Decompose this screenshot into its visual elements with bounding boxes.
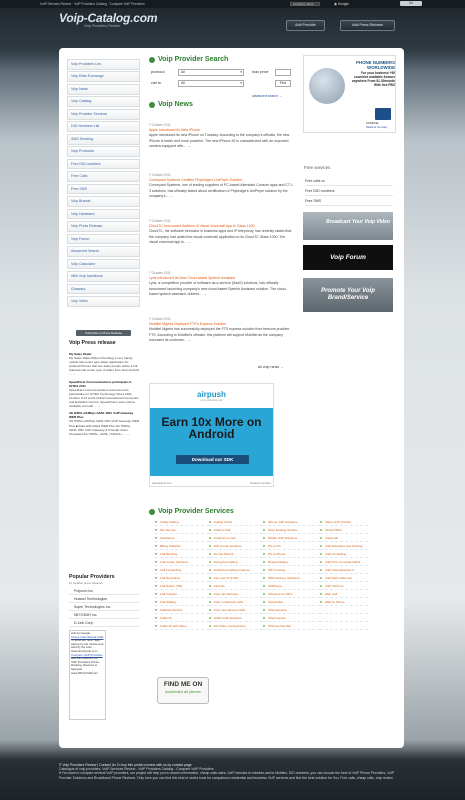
popular-heading: Popular Providers bbox=[69, 574, 115, 580]
news-item: 7 October 2011 CloudTC Announced Addition of Visual Voicemail App to Glass 1000 CloudTC, the software innovator in business apps and IP telephony, has recently stated that the company had added the visual voicemail application to its CloudTC Glass 1000. The visual voicemail app is... → bbox=[149, 219, 295, 245]
ad-powered-by[interactable]: Reklama na Cafey bbox=[250, 482, 271, 485]
service-link[interactable]: Voicemail bbox=[320, 534, 368, 542]
ad-text: To send per hour. Skip paying by the minute and start by the hour ... bbox=[71, 638, 104, 650]
footer-copyright: © Voip Providers Review | Contact Us To buy this portal connect with us by contact page bbox=[59, 763, 192, 767]
protocol-select[interactable]: All ▾ bbox=[178, 69, 244, 76]
sidebar-item-free-sms[interactable]: Free SMS bbox=[67, 184, 140, 195]
service-link[interactable]: Call Center Solutions bbox=[155, 558, 209, 566]
news-link[interactable]: Apple Introduced Its New iPhone bbox=[149, 128, 200, 133]
services-grid bbox=[155, 518, 368, 630]
sidebar-item-providers-list[interactable]: Voip Providers List bbox=[67, 59, 140, 70]
service-link[interactable]: Click-to-Call bbox=[209, 526, 263, 534]
service-link[interactable]: Call Transfer bbox=[155, 590, 209, 598]
services-icon bbox=[149, 509, 155, 515]
ad-brand-area: airpush push notification ads bbox=[197, 390, 226, 402]
list-item[interactable]: Super Technologies Inc. bbox=[69, 603, 139, 611]
promote-brand-banner[interactable]: Promote Your Voip Brand/Service bbox=[303, 278, 393, 312]
ad-url[interactable]: www.WhichVoIP.com bbox=[71, 670, 98, 675]
find-me-badge[interactable]: FIND ME ON doubleclick ad planner bbox=[157, 677, 209, 704]
service-link[interactable]: Call Return (*69) bbox=[155, 582, 209, 590]
find-button[interactable]: Find bbox=[275, 80, 291, 87]
add-press-release-button[interactable]: Add Press Release bbox=[340, 20, 395, 31]
service-link[interactable]: Web To Phone bbox=[320, 598, 368, 606]
news-item: 7 October 2011 Lyris Introduced Its New Cloud-based Speech Assistant Lyris, a competitive provider of software-as-a-service (SaaS) solutions, has officially announced launching company's new cloud-based Speech Assistant solution. The cloud-based speech assistant, dubbed... → bbox=[149, 271, 295, 297]
ad-body bbox=[150, 408, 273, 476]
call-to-select[interactable]: All ▾ bbox=[178, 80, 244, 87]
news-link[interactable]: Lyris Introduced Its New Cloud-based Speech Assistant bbox=[149, 276, 236, 281]
top-breadcrumb[interactable]: VoIP Services Review · VoIP Providers Catalog · Compare VoIP Providers bbox=[40, 2, 145, 6]
sidebar-item-advanced-search[interactable]: Advanced Search bbox=[67, 246, 140, 257]
site-tagline: Voip Providers Review bbox=[84, 24, 121, 28]
top-search-input[interactable]: company name bbox=[290, 2, 320, 6]
sidebar-item-did-numbers[interactable]: DID Numbers List bbox=[67, 121, 140, 132]
service-link[interactable]: Free 411 Directory bbox=[209, 590, 263, 598]
sidebar-item-free-did[interactable]: Free DID numbers bbox=[67, 159, 140, 170]
ad-text: For your business +50 countries available Answer anywhere From $1.30/month With free PBX bbox=[351, 71, 395, 87]
service-link[interactable]: Caller ID bbox=[155, 614, 209, 622]
free-link[interactable]: Free SMS bbox=[305, 196, 393, 206]
footer bbox=[59, 763, 404, 780]
service-link[interactable]: Free In-Network Calls bbox=[209, 598, 263, 606]
news-title: Voip News bbox=[149, 101, 295, 108]
service-link[interactable]: VoIP Toll Free bbox=[320, 582, 368, 590]
service-link[interactable]: Virtual Office bbox=[320, 526, 368, 534]
ad-headline: Earn 10x More on Android bbox=[161, 415, 262, 441]
service-link[interactable]: 911 Service bbox=[155, 526, 209, 534]
service-link[interactable]: PC-to-Phone bbox=[263, 550, 320, 558]
news-link[interactable]: Conveyant Systems Certified Phybridge's UniPhyer Solution bbox=[149, 178, 243, 183]
sidebar-item-brands[interactable]: Voip Brands bbox=[67, 196, 140, 207]
service-link[interactable]: Speed Dial bbox=[263, 598, 320, 606]
sidebar-item-calculator[interactable]: Voip Calculator bbox=[67, 259, 140, 270]
advanced-search-link[interactable]: advanced search → bbox=[252, 94, 283, 98]
sidebar-item-sms-sending[interactable]: SMS Sending bbox=[67, 134, 140, 145]
all-news-link[interactable]: all voip news → bbox=[258, 365, 284, 369]
sidebar-item-news[interactable]: Voip News bbox=[67, 84, 140, 95]
site-logo[interactable]: Voip-Catalog.com bbox=[59, 11, 158, 25]
press-list bbox=[69, 352, 139, 439]
service-link[interactable]: Solutions for ISP's bbox=[263, 590, 320, 598]
service-link[interactable]: Callback Service bbox=[155, 606, 209, 614]
news-section bbox=[149, 101, 295, 342]
service-link[interactable]: Encrypted Calling bbox=[209, 558, 263, 566]
service-link bbox=[320, 614, 368, 622]
sidebar-item-forum[interactable]: Voip Forum bbox=[67, 234, 140, 245]
service-link[interactable]: VoIP International A-Z bbox=[320, 566, 368, 574]
airpush-logo: airpush bbox=[197, 390, 226, 399]
news-link[interactable]: Mobiltel Nigeria Deployed FTS's Express Solution bbox=[149, 322, 227, 327]
footer-line: Catalogue of voip providers, VoIP Services Review - VoIP Providers Catalog - Compare VoIP Providers bbox=[59, 767, 214, 772]
service-link[interactable]: HD Video Conferencing bbox=[209, 622, 263, 630]
service-link[interactable]: Calling Cards bbox=[209, 518, 263, 526]
sidebar-item-hardware[interactable]: Voip Hardware bbox=[67, 209, 140, 220]
ad-url: www.airpush.com bbox=[152, 482, 172, 485]
press-item[interactable]: SpeedFlow Communications participate in GITEX 2011 SpeedFlow Communications announced its participation in GITEX Technology Week 2011, October 9-13 at the Dubai International Convention and Exhibition Centre. SpeedFlow's team will be available at booth ... → bbox=[69, 379, 139, 409]
service-link[interactable]: Find Me bbox=[209, 582, 263, 590]
broadcast-video-banner[interactable]: Broadcast Your Voip Video bbox=[303, 212, 393, 240]
service-link[interactable]: 3-Way Calling bbox=[155, 518, 209, 526]
service-link[interactable]: Billing Software bbox=[155, 542, 209, 550]
service-link bbox=[320, 622, 368, 630]
download-sdk-button[interactable]: Download our SDK bbox=[176, 455, 249, 464]
voip-forum-banner[interactable]: Voip Forum bbox=[303, 245, 393, 270]
max-price-label: max price bbox=[252, 70, 269, 74]
popular-subheading: by creation press releases bbox=[69, 581, 103, 585]
sidebar-nav bbox=[67, 59, 140, 309]
service-link[interactable]: PC-to-PC bbox=[263, 542, 320, 550]
service-link[interactable]: Call Forwarding bbox=[155, 566, 209, 574]
service-link[interactable]: Toll-Free Number bbox=[263, 622, 320, 630]
service-link[interactable]: DID (Local numbers) bbox=[209, 542, 263, 550]
news-link[interactable]: CloudTC Announced Addition of Visual Voicemail App to Glass 1000 bbox=[149, 224, 255, 229]
service-link[interactable]: VoIP Consulting bbox=[320, 550, 368, 558]
service-link[interactable]: Do Not Disturb bbox=[209, 550, 263, 558]
press-item[interactable]: 3G HSPA+21Mbps ADSL WiFi VoIP Gateway WEB Plus 3G HSPA+21Mbps ADSL WiFi VoIP Gateway WEB Plus ■ Robust&Unified WEB Plus 3G HSPA+ ADSL WiFi VoIP Gateway & Firewall router integrated 3G HSPA+, ADSL / ADSL2+ ... → bbox=[69, 411, 140, 436]
service-link[interactable]: SoftPhone bbox=[263, 582, 320, 590]
service-link[interactable]: Caller ID with Name bbox=[155, 622, 209, 630]
service-link[interactable]: Keep Existing Number bbox=[263, 526, 320, 534]
ad-text: Get the Lowdown on VoIP Providers Prices, Ranking, Reviews & Specials bbox=[71, 656, 100, 671]
sidebar-item-glossary[interactable]: Glossary bbox=[67, 284, 140, 295]
protocol-label: protocol bbox=[151, 70, 165, 74]
airpush-ad[interactable] bbox=[149, 383, 274, 487]
service-link[interactable]: VoIP Metro Ethernet bbox=[320, 574, 368, 582]
service-link[interactable]: SMS Delivery Solutions bbox=[263, 574, 320, 582]
ad-url[interactable]: www.hourlyvoip.com bbox=[71, 648, 98, 653]
service-link[interactable]: VoIP FCC Compliant E911 bbox=[320, 558, 368, 566]
footer-line: If You want to compare several VoIP providers, our project will help you to search information, cheap calls rates, VoIP minutes to minutes and to Mobiles, DID numbers, you can choose the best of VoIP Phone Providers, VoIP Provider Solutions and Broadband Phone Reviews. Only here you can find this kind of useful tools for comparison residential and business VoIP services and find the best solution for You. Free calls, cheap calls, voip review bbox=[59, 771, 395, 780]
max-price-input[interactable] bbox=[275, 69, 291, 76]
search-title: Voip Provider Search bbox=[149, 56, 295, 63]
phone-numbers-ad[interactable] bbox=[303, 55, 396, 133]
sidebar-item-rate-exchange[interactable]: Voip Rate Exchange bbox=[67, 71, 140, 82]
free-services-list bbox=[305, 176, 393, 206]
service-link[interactable]: Iphone VoIP Solutions bbox=[263, 518, 320, 526]
service-link[interactable]: Call Waiting bbox=[155, 598, 209, 606]
service-link[interactable]: Conference Call bbox=[209, 534, 263, 542]
service-link[interactable]: Repeat Dialing bbox=[263, 558, 320, 566]
service-link[interactable]: Enhanced Calling Features bbox=[209, 566, 263, 574]
google-search-label: ◉ Google bbox=[334, 2, 349, 6]
service-link[interactable]: Call Recording bbox=[155, 574, 209, 582]
ad-link[interactable]: Compare VoIP Providers bbox=[71, 652, 103, 657]
free-services-heading: Free services bbox=[304, 165, 331, 170]
service-link[interactable]: Fax over IP (FoIP) bbox=[209, 574, 263, 582]
sidebar-item-wiki[interactable]: Wiki Voip handbook bbox=[67, 271, 140, 282]
ad-title: PHONE NUMBERS WORLDWIDE bbox=[355, 60, 395, 70]
globe-icon bbox=[309, 68, 345, 104]
ad-brand: SONETEL bbox=[366, 121, 380, 125]
sidebar-item-protocols[interactable]: Voip Protocols bbox=[67, 146, 140, 157]
free-link[interactable]: Free calls to bbox=[305, 176, 393, 186]
top-go-button[interactable]: Go bbox=[400, 1, 422, 6]
service-link[interactable]: Video VoIP (VVoIP) bbox=[320, 518, 368, 526]
service-link bbox=[320, 606, 368, 614]
service-link[interactable]: QSIG VoIP Solutions bbox=[209, 614, 263, 622]
service-link[interactable]: Assistance bbox=[155, 534, 209, 542]
news-item: 7 October 2011 Conveyant Systems Certified Phybridge's UniPhyer Solution Conveyant Systems, one of leading suppliers of PC-based Attendant Console apps and CT-I-3 solutions, has officially stated about certification of Phybridge's UniPhyer solution by the company's... → bbox=[149, 173, 294, 198]
services-title: Voip Provider Services bbox=[149, 508, 414, 515]
service-link[interactable]: Telemarketing bbox=[263, 606, 320, 614]
press-item[interactable]: My Sales Dialer My Sales Dialer(Patent Pending) a very handy mobile call center type dialer application for Android Phones that lets sales people utilize a full-featured call center type of dialer from their android ... → bbox=[69, 352, 139, 377]
subscribe-press-button[interactable]: Subscribe to Press Release bbox=[76, 330, 131, 336]
google-ad-box bbox=[69, 630, 106, 720]
service-link[interactable]: Telepresence bbox=[263, 614, 320, 622]
call-to-label: call to bbox=[151, 81, 161, 85]
sidebar-item-catalog[interactable]: Voip Catalog bbox=[67, 96, 140, 107]
free-link[interactable]: Free DID numbers bbox=[305, 186, 393, 196]
ad-link[interactable]: Cheap International Calls bbox=[71, 634, 104, 639]
service-link[interactable]: VoIP Education and Hosting bbox=[320, 542, 368, 550]
top-bar bbox=[0, 0, 465, 8]
sidebar-item-press-release[interactable]: Voip Press Release bbox=[67, 221, 140, 232]
service-link[interactable]: SIP Trunking bbox=[263, 566, 320, 574]
list-item[interactable]: Huawei Technologies bbox=[69, 595, 139, 603]
radio-icon[interactable]: ◉ bbox=[334, 2, 337, 6]
list-item[interactable]: Polycom Inc bbox=[69, 587, 139, 595]
ad-header: Ads by Google bbox=[71, 631, 90, 635]
add-provider-button[interactable]: Add Provider bbox=[286, 20, 325, 31]
news-item: 7 October 2011 Mobiltel Nigeria Deployed FTS's Express Solution Mobiltel Nigeria has successfully deployed the FTS express solution from telecom provider FTS. According to Mobiltel's officials, this platform will support Mobiltel as the company increases its customer... → bbox=[149, 317, 295, 343]
news-icon bbox=[149, 102, 155, 108]
service-link[interactable]: Web Call bbox=[320, 590, 368, 598]
service-link[interactable]: Call Blocking bbox=[155, 550, 209, 558]
service-link[interactable]: Free International Calls bbox=[209, 606, 263, 614]
press-heading: Voip Press release bbox=[69, 340, 116, 346]
list-item[interactable]: D-Link Corp. bbox=[69, 619, 139, 627]
sidebar-item-provider-services[interactable]: Voip Provider Services bbox=[67, 109, 140, 120]
sidebar-item-video[interactable]: Voip Video bbox=[67, 296, 140, 307]
service-link[interactable]: Mobile VoIP Solutions bbox=[263, 534, 320, 542]
sidebar-item-free-calls[interactable]: Free Calls bbox=[67, 171, 140, 182]
list-item[interactable]: NETGEAR Inc. bbox=[69, 611, 139, 619]
sonetel-logo bbox=[375, 108, 391, 120]
ad-powered-by[interactable]: Reklama na Cafey bbox=[366, 126, 388, 129]
search-icon bbox=[149, 57, 155, 63]
news-item: 7 October 2011 Apple Introduced Its New iPhone Apple introduced its new iPhone on Tuesday. According to the company's officials, the new iPhone is faster and more powerful. The new iPhone 4S is characterized with an improved camera equipped with... → bbox=[149, 123, 295, 149]
popular-list bbox=[69, 587, 139, 627]
